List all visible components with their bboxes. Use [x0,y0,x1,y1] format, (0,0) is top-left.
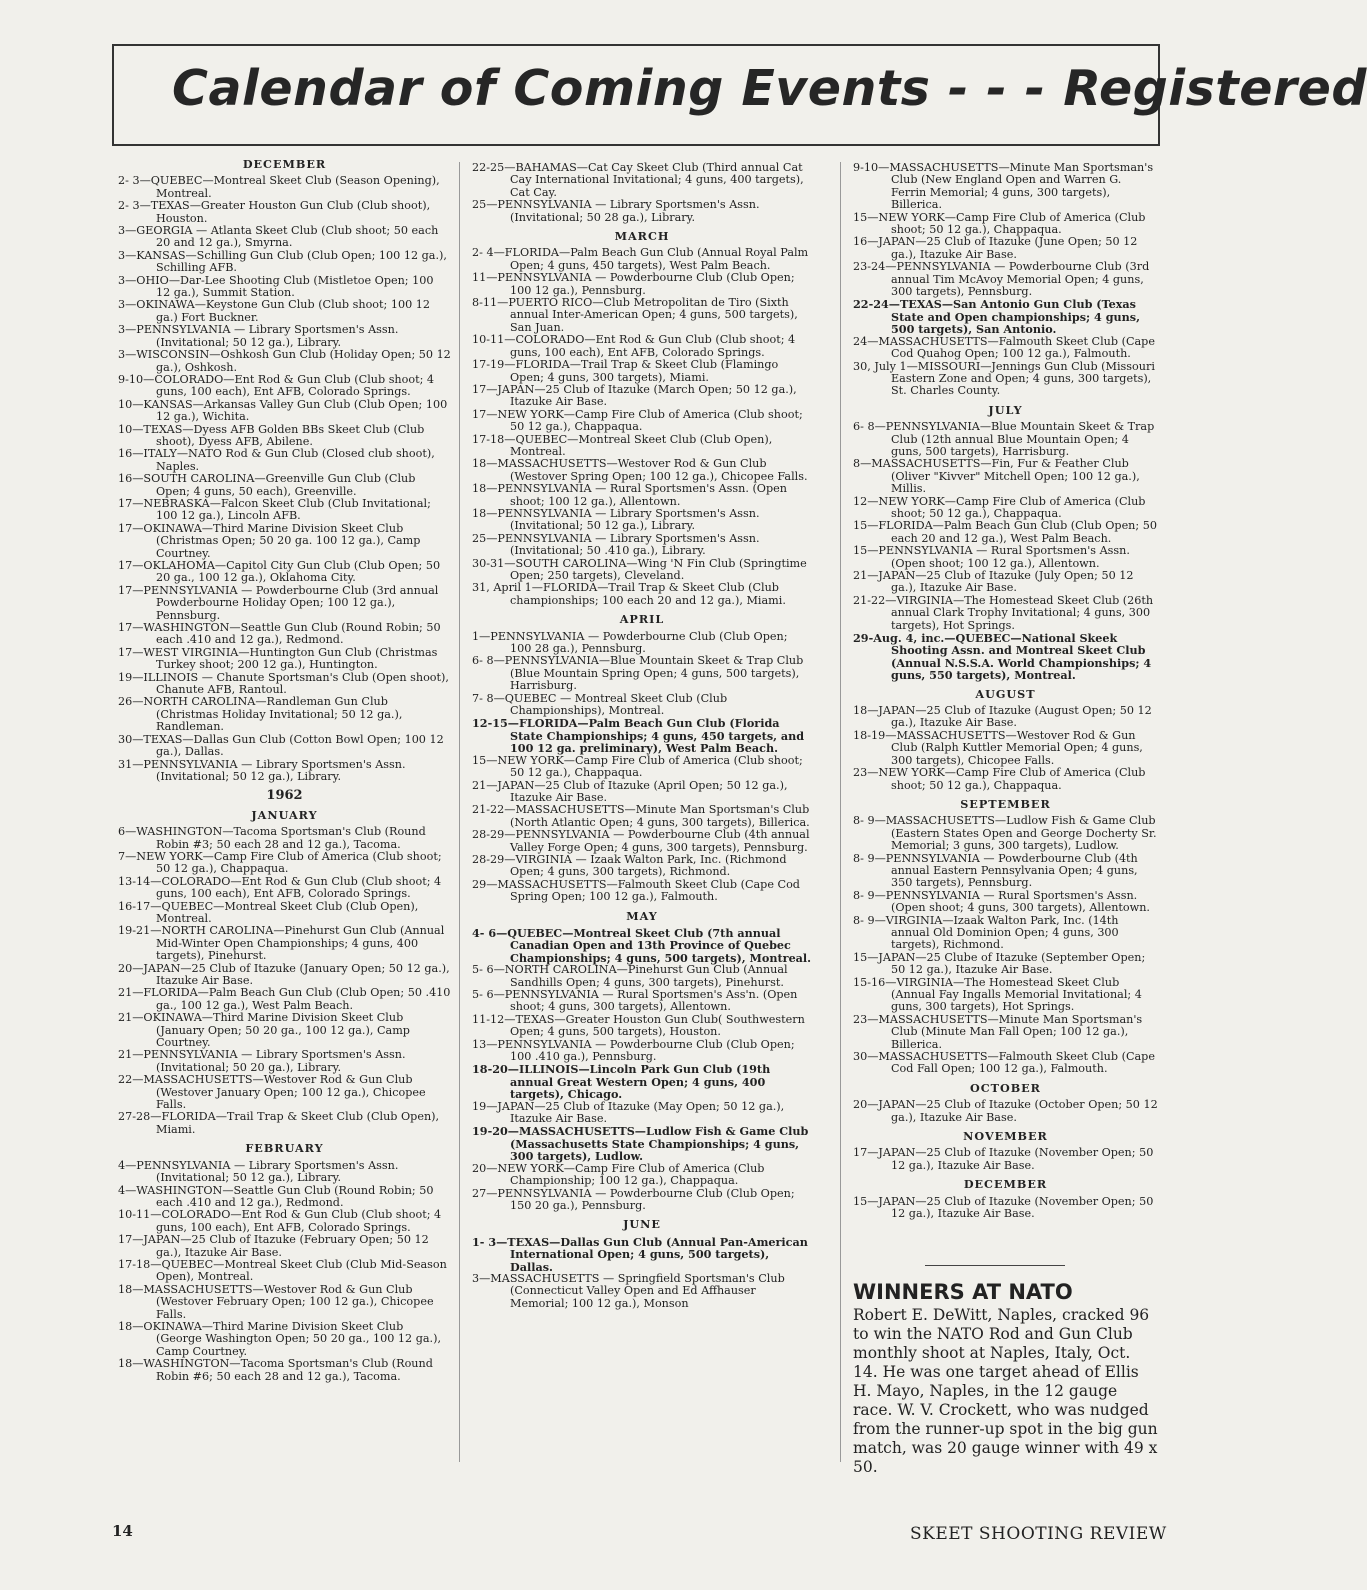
event-entry: 29—MASSACHUSETTS—Falmouth Skeet Club (Cape Cod Spring Open; 100 12 ga.), Falmouth. [472,877,800,904]
event-entry: 21—FLORIDA—Palm Beach Gun Club (Club Open; 50 .410 ga., 100 12 ga.), West Palm Beach. [118,986,451,1012]
event-entry: 2- 4—FLORIDA—Palm Beach Gun Club (Annual Royal Palm Open; 4 guns, 450 targets), West Palm Beach. [472,246,809,272]
event-entry: 19—JAPAN—25 Club of Itazuke (May Open; 50 12 ga.), Itazuke Air Base. [472,1099,785,1126]
month-heading: MAY [626,908,658,923]
event-entry: 13-14—COLORADO—Ent Rod & Gun Club (Club shoot; 4 guns, 100 each), Ent AFB, Colorado Springs. [118,874,442,901]
month-heading: APRIL [619,612,665,627]
event-entry: 3—GEORGIA — Atlanta Skeet Club (Club shoot; 50 each 20 and 12 ga.), Smyrna. [118,224,439,250]
page-number: 14 [112,1522,133,1540]
event-entry: 12-15—FLORIDA—Palm Beach Gun Club (Florida State Championships; 4 guns, 450 targets, and 100 12 ga. preliminary), West Palm Beach. [472,716,805,756]
event-entry: 11—PENNSYLVANIA — Powderbourne Club (Club Open; 100 12 ga.), Pennsburg. [472,271,795,297]
event-entry: 22-24—TEXAS—San Antonio Gun Club (Texas State and Open championships; 4 guns, 500 targets), San Antonio. [853,297,1140,337]
event-entry: 8- 9—PENNSYLVANIA — Rural Sportsmen's Assn. (Open shoot; 4 guns, 300 targets), Allentown. [853,888,1150,915]
event-entry: 3—PENNSYLVANIA — Library Sportsmen's Assn. (Invitational; 50 12 ga.), Library. [118,323,399,349]
month-heading: AUGUST [975,686,1036,701]
event-entry: 21-22—MASSACHUSETTS—Minute Man Sportsman's Club (North Atlantic Open; 4 guns, 300 targets), Billerica. [472,803,810,829]
event-entry: 29-Aug. 4, inc.—QUEBEC—National Skeek Shooting Assn. and Montreal Skeet Club (Annual N.S.S.A. World Championships; 4 guns, 550 targets), Montreal. [853,631,1152,683]
event-entry: 7—NEW YORK—Camp Fire Club of America (Club shoot; 50 12 ga.), Chappaqua. [118,849,442,876]
event-entry: 15—NEW YORK—Camp Fire Club of America (Club shoot; 50 12 ga.), Chappaqua. [853,210,1146,237]
event-entry: 18—WASHINGTON—Tacoma Sportsman's Club (Round Robin #6; 50 each 28 and 12 ga.), Tacoma. [118,1357,433,1383]
event-entry: 23—MASSACHUSETTS—Minute Man Sportsman's Club (Minute Man Fall Open; 100 12 ga.), Billerica. [853,1012,1143,1051]
year-heading: 1962 [266,788,303,804]
event-entry: 19-20—MASSACHUSETTS—Ludlow Fish & Game Club (Massachusetts State Championships; 4 guns, 300 targets), Ludlow. [472,1124,809,1164]
event-entry: 19—ILLINOIS — Chanute Sportsman's Club (Open shoot), Chanute AFB, Rantoul. [118,670,449,697]
event-entry: 15—PENNSYLVANIA — Rural Sportsmen's Assn. (Open shoot; 100 12 ga.), Allentown. [853,544,1130,570]
event-entry: 9-10—COLORADO—Ent Rod & Gun Club (Club shoot; 4 guns, 100 each), Ent AFB, Colorado Springs. [118,372,435,399]
nato-article-body: Robert E. DeWitt, Naples, cracked 96 to win the NATO Rod and Gun Club monthly shoot at Naples, Italy, Oct. 14. He was one target ahead of Ellis H. Mayo, Naples, in the 12 gauge race. W. V. Crockett, who was nudged from the runner-up spot in the big gun match, was 20 gauge winner with 49 x 50. [853,1305,1158,1476]
event-entry: 31, April 1—FLORIDA—Trail Trap & Skeet Club (Club championships; 100 each 20 and 12 ga.), Miami. [472,581,786,607]
month-heading: NOVEMBER [963,1129,1048,1144]
column-divider [459,162,460,1462]
title-box [112,44,1367,146]
event-entry: 3—KANSAS—Schilling Gun Club (Club Open; 100 12 ga.), Schilling AFB. [118,248,447,275]
month-heading: JANUARY [251,807,318,822]
calendar-column-2 [472,162,812,1310]
event-entry: 8- 9—PENNSYLVANIA — Powderbourne Club (4th annual Eastern Pennsylvania Open; 4 guns, 350 targets), Pennsburg. [853,851,1138,890]
month-heading: FEBRUARY [245,1141,324,1156]
event-entry: 2- 3—TEXAS—Greater Houston Gun Club (Club shoot), Houston. [118,199,431,225]
calendar-column-3 [853,162,1158,1477]
event-entry: 4- 6—QUEBEC—Montreal Skeet Club (7th annual Canadian Open and 13th Province of Quebec Championships; 4 guns, 500 targets), Montreal. [472,925,812,965]
event-entry: 17—OKINAWA—Third Marine Division Skeet Club (Christmas Open; 50 20 ga. 100 12 ga.), Camp Courtney. [118,521,421,560]
event-entry: 17—NEBRASKA—Falcon Skeet Club (Club Invitational; 100 12 ga.), Lincoln AFB. [118,496,431,523]
event-entry: 30, July 1—MISSOURI—Jennings Gun Club (Missouri Eastern Zone and Open; 4 guns, 300 targets), St. Charles County. [853,359,1155,398]
event-entry: 17—JAPAN—25 Club of Itazuke (March Open; 50 12 ga.), Itazuke Air Base. [472,382,797,409]
event-entry: 10-11—COLORADO—Ent Rod & Gun Club (Club shoot; 4 guns, 100 each), Ent AFB, Colorado Springs. [118,1208,442,1234]
month-heading: JUNE [623,1217,661,1232]
event-entry: 17—WEST VIRGINIA—Huntington Gun Club (Christmas Turkey shoot; 200 12 ga.), Huntington. [118,645,438,672]
event-entry: 17—NEW YORK—Camp Fire Club of America (Club shoot; 50 12 ga.), Chappaqua. [472,407,803,434]
event-entry: 18-19—MASSACHUSETTS—Westover Rod & Gun Club (Ralph Kuttler Memorial Open; 4 guns, 300 targets), Chicopee Falls. [853,728,1143,767]
event-entry: 20—JAPAN—25 Club of Itazuke (October Open; 50 12 ga.), Itazuke Air Base. [853,1098,1158,1124]
event-entry: 24—MASSACHUSETTS—Falmouth Skeet Club (Cape Cod Quahog Open; 100 12 ga.), Falmouth. [853,334,1155,361]
event-entry: 9-10—MASSACHUSETTS—Minute Man Sportsman's Club (New England Open and Warren G. Ferrin Memorial; 4 guns, 300 targets), Billerica. [853,161,1154,212]
month-heading: JULY [988,402,1023,417]
event-entry: 10—KANSAS—Arkansas Valley Gun Club (Club Open; 100 12 ga.), Wichita. [118,397,448,424]
event-entry: 8- 9—MASSACHUSETTS—Ludlow Fish & Game Club (Eastern States Open and George Docherty Sr. Memorial; 3 guns, 300 targets), Ludlow. [853,814,1157,853]
event-entry: 13—PENNSYLVANIA — Powderbourne Club (Club Open; 100 .410 ga.), Pennsburg. [472,1037,795,1064]
month-heading: SEPTEMBER [960,796,1051,811]
event-entry: 30—MASSACHUSETTS—Falmouth Skeet Club (Cape Cod Fall Open; 100 12 ga.), Falmouth. [853,1050,1155,1076]
event-entry: 21—OKINAWA—Third Marine Division Skeet Club (January Open; 50 20 ga., 100 12 ga.), Camp Courtney. [118,1011,410,1050]
section-divider [925,1265,1065,1266]
event-entry: 21-22—VIRGINIA—The Homestead Skeet Club (26th annual Clark Trophy Invitational; 4 guns, 300 targets), Hot Springs. [853,593,1154,632]
event-entry: 28-29—VIRGINIA — Izaak Walton Park, Inc. (Richmond Open; 4 guns, 300 targets), Richmond. [472,852,787,879]
event-entry: 18—MASSACHUSETTS—Westover Rod & Gun Club (Westover Spring Open; 100 12 ga.), Chicopee Falls. [472,457,808,483]
event-entry: 10—TEXAS—Dyess AFB Golden BBs Skeet Club (Club shoot), Dyess AFB, Abilene. [118,422,425,448]
event-entry: 4—WASHINGTON—Seattle Gun Club (Round Robin; 50 each .410 and 12 ga.), Redmond. [118,1183,434,1209]
event-entry: 25—PENNSYLVANIA — Library Sportsmen's Assn. (Invitational; 50 28 ga.), Library. [472,198,760,224]
event-entry: 16—JAPAN—25 Club of Itazuke (June Open; 50 12 ga.), Itazuke Air Base. [853,235,1138,261]
event-entry: 8—MASSACHUSETTS—Fin, Fur & Feather Club (Oliver "Kivver" Mitchell Open; 100 12 ga.), Millis. [853,457,1140,496]
event-entry: 8-11—PUERTO RICO—Club Metropolitan de Tiro (Sixth annual Inter-American Open; 4 guns, 500 targets), San Juan. [472,296,798,334]
calendar-column-3-events [853,162,1158,1221]
event-entry: 17—JAPAN—25 Club of Itazuke (November Open; 50 12 ga.), Itazuke Air Base. [853,1146,1154,1172]
event-entry: 22—MASSACHUSETTS—Westover Rod & Gun Club (Westover January Open; 100 12 ga.), Chicopee Falls. [118,1073,426,1112]
event-entry: 6—WASHINGTON—Tacoma Sportsman's Club (Round Robin #3; 50 each 28 and 12 ga.), Tacoma. [118,825,426,851]
event-entry: 17-18—QUEBEC—Montreal Skeet Club (Club Mid-Season Open), Montreal. [118,1257,447,1284]
month-heading: MARCH [614,229,670,244]
column-divider [840,162,841,1462]
event-entry: 5- 6—PENNSYLVANIA — Rural Sportsmen's Ass'n. (Open shoot; 4 guns, 300 targets), Allentown. [472,988,798,1014]
event-entry: 15—JAPAN—25 Club of Itazuke (November Open; 50 12 ga.), Itazuke Air Base. [853,1194,1154,1221]
event-entry: 18—PENNSYLVANIA — Library Sportsmen's Assn. (Invitational; 50 12 ga.), Library. [472,506,760,533]
event-entry: 17-19—FLORIDA—Trail Trap & Skeet Club (Flamingo Open; 4 guns, 300 targets), Miami. [472,358,779,384]
event-entry: 6- 8—PENNSYLVANIA—Blue Mountain Skeet & Trap Club (Blue Mountain Spring Open; 4 guns, 500 targets), Harrisburg. [472,654,804,693]
event-entry: 2- 3—QUEBEC—Montreal Skeet Club (Season Opening), Montreal. [118,174,440,200]
event-entry: 7- 8—QUEBEC — Montreal Skeet Club (Club Championships), Montreal. [472,691,728,718]
page-title: Calendar of Coming Events - - - Registered [172,60,1367,117]
event-entry: 18—JAPAN—25 Club of Itazuke (August Open; 50 12 ga.), Itazuke Air Base. [853,704,1152,730]
event-entry: 3—OKINAWA—Keystone Gun Club (Club shoot; 100 12 ga.) Fort Buckner. [118,298,431,324]
nato-heading: WINNERS AT NATO [853,1279,1073,1304]
event-entry: 18-20—ILLINOIS—Lincoln Park Gun Club (19th annual Great Western Open; 4 guns, 400 targets), Chicago. [472,1062,771,1102]
event-entry: 17—PENNSYLVANIA — Powderbourne Club (3rd annual Powderbourne Holiday Open; 100 12 ga.), Pennsburg. [118,583,439,622]
event-entry: 18—MASSACHUSETTS—Westover Rod & Gun Club (Westover February Open; 100 12 ga.), Chicopee Falls. [118,1282,434,1321]
event-entry: 30-31—SOUTH CAROLINA—Wing 'N Fin Club (Springtime Open; 250 targets), Cleveland. [472,556,807,582]
month-heading: DECEMBER [242,157,327,171]
event-entry: 3—WISCONSIN—Oshkosh Gun Club (Holiday Open; 50 12 ga.), Oshkosh. [118,348,451,374]
event-entry: 25—PENNSYLVANIA — Library Sportsmen's Assn. (Invitational; 50 .410 ga.), Library. [472,531,760,558]
event-entry: 1—PENNSYLVANIA — Powderbourne Club (Club Open; 100 28 ga.), Pennsburg. [472,629,788,656]
event-entry: 16—ITALY—NATO Rod & Gun Club (Closed club shoot), Naples. [118,447,435,473]
event-entry: 12—NEW YORK—Camp Fire Club of America (Club shoot; 50 12 ga.), Chappaqua. [853,494,1146,520]
event-entry: 18—OKINAWA—Third Marine Division Skeet Club (George Washington Open; 50 20 ga., 100 12 ga.), Camp Courtney. [118,1319,442,1358]
event-entry: 15—FLORIDA—Palm Beach Gun Club (Club Open; 50 each 20 and 12 ga.), West Palm Beach. [853,519,1157,545]
event-entry: 20—NEW YORK—Camp Fire Club of America (Club Championship; 100 12 ga.), Chappaqua. [472,1161,765,1188]
event-entry: 21—JAPAN—25 Club of Itazuke (July Open; 50 12 ga.), Itazuke Air Base. [853,569,1134,595]
event-entry: 17-18—QUEBEC—Montreal Skeet Club (Club Open), Montreal. [472,432,773,458]
event-entry: 1- 3—TEXAS—Dallas Gun Club (Annual Pan-American International Open; 4 guns, 500 targets), Dallas. [472,1234,808,1274]
event-entry: 15—JAPAN—25 Clube of Itazuke (September Open; 50 12 ga.), Itazuke Air Base. [853,950,1146,977]
event-entry: 18—PENNSYLVANIA — Rural Sportsmen's Assn. (Open shoot; 100 12 ga.), Allentown. [472,482,787,508]
event-entry: 20—JAPAN—25 Club of Itazuke (January Open; 50 12 ga.), Itazuke Air Base. [118,961,450,987]
event-entry: 31—PENNSYLVANIA — Library Sportsmen's Assn. (Invitational; 50 12 ga.), Library. [118,757,406,783]
event-entry: 26—NORTH CAROLINA—Randleman Gun Club (Christmas Holiday Invitational; 50 12 ga.), Randleman. [118,695,403,734]
event-entry: 17—WASHINGTON—Seattle Gun Club (Round Robin; 50 each .410 and 12 ga.), Redmond. [118,621,441,647]
month-heading: OCTOBER [969,1080,1041,1095]
event-entry: 21—PENNSYLVANIA — Library Sportsmen's Assn. (Invitational; 50 20 ga.), Library. [118,1048,406,1074]
event-entry: 27-28—FLORIDA—Trail Trap & Skeet Club (Club Open), Miami. [118,1110,440,1136]
event-entry: 23-24—PENNSYLVANIA — Powderbourne Club (3rd annual Tim McAvoy Memorial Open; 4 guns, 300 targets), Pennsburg. [853,260,1150,299]
event-entry: 15-16—VIRGINIA—The Homestead Skeet Club (Annual Fay Ingalls Memorial Invitational; 4 guns, 300 targets), Hot Springs. [853,975,1142,1014]
event-entry: 28-29—PENNSYLVANIA — Powderbourne Club (4th annual Valley Forge Open; 4 guns, 300 targets), Pennsburg. [472,828,810,854]
event-entry: 6- 8—PENNSYLVANIA—Blue Mountain Skeet & Trap Club (12th annual Blue Mountain Open; 4 guns, 500 targets), Harrisburg. [853,420,1155,458]
calendar-column-1 [118,152,451,1383]
event-entry: 5- 6—NORTH CAROLINA—Pinehurst Gun Club (Annual Sandhills Open; 4 guns, 300 targets), Pinehurst. [472,963,788,989]
event-entry: 21—JAPAN—25 Club of Itazuke (April Open; 50 12 ga.), Itazuke Air Base. [472,778,788,804]
event-entry: 22-25—BAHAMAS—Cat Cay Skeet Club (Third annual Cat Cay International Invitational; 4 guns, 400 targets), Cat Cay. [472,161,804,199]
event-entry: 27—PENNSYLVANIA — Powderbourne Club (Club Open; 150 20 ga.), Pennsburg. [472,1186,795,1212]
event-entry: 16-17—QUEBEC—Montreal Skeet Club (Club Open), Montreal. [118,899,419,925]
event-entry: 4—PENNSYLVANIA — Library Sportsmen's Assn. (Invitational; 50 12 ga.), Library. [118,1158,399,1185]
event-entry: 8- 9—VIRGINIA—Izaak Walton Park, Inc. (14th annual Old Dominion Open; 4 guns, 300 targets), Richmond. [853,913,1119,952]
event-entry: 23—NEW YORK—Camp Fire Club of America (Club shoot; 50 12 ga.), Chappaqua. [853,766,1146,792]
month-heading: DECEMBER [963,1177,1048,1192]
event-entry: 17—JAPAN—25 Club of Itazuke (February Open; 50 12 ga.), Itazuke Air Base. [118,1233,429,1259]
event-entry: 15—NEW YORK—Camp Fire Club of America (Club shoot; 50 12 ga.), Chappaqua. [472,753,803,780]
event-entry: 11-12—TEXAS—Greater Houston Gun Club( Southwestern Open; 4 guns, 500 targets), Houston. [472,1012,805,1039]
event-entry: 3—MASSACHUSETTS — Springfield Sportsman's Club (Connecticut Valley Open and Ed Affhauser Memorial; 100 12 ga.), Monson [472,1271,785,1310]
event-entry: 19-21—NORTH CAROLINA—Pinehurst Gun Club (Annual Mid-Winter Open Championships; 4 guns, 400 targets), Pinehurst. [118,924,445,963]
footer-publication-name: SKEET SHOOTING REVIEW [910,1524,1167,1544]
event-entry: 3—OHIO—Dar-Lee Shooting Club (Mistletoe Open; 100 12 ga.), Summit Station. [118,273,434,300]
event-entry: 30—TEXAS—Dallas Gun Club (Cotton Bowl Open; 100 12 ga.), Dallas. [118,732,444,759]
event-entry: 10-11—COLORADO—Ent Rod & Gun Club (Club shoot; 4 guns, 100 each), Ent AFB, Colorado Springs. [472,333,796,359]
event-entry: 16—SOUTH CAROLINA—Greenville Gun Club (Club Open; 4 guns, 50 each), Greenville. [118,472,416,498]
event-entry: 17—OKLAHOMA—Capitol City Gun Club (Club Open; 50 20 ga., 100 12 ga.), Oklahoma City. [118,559,441,585]
